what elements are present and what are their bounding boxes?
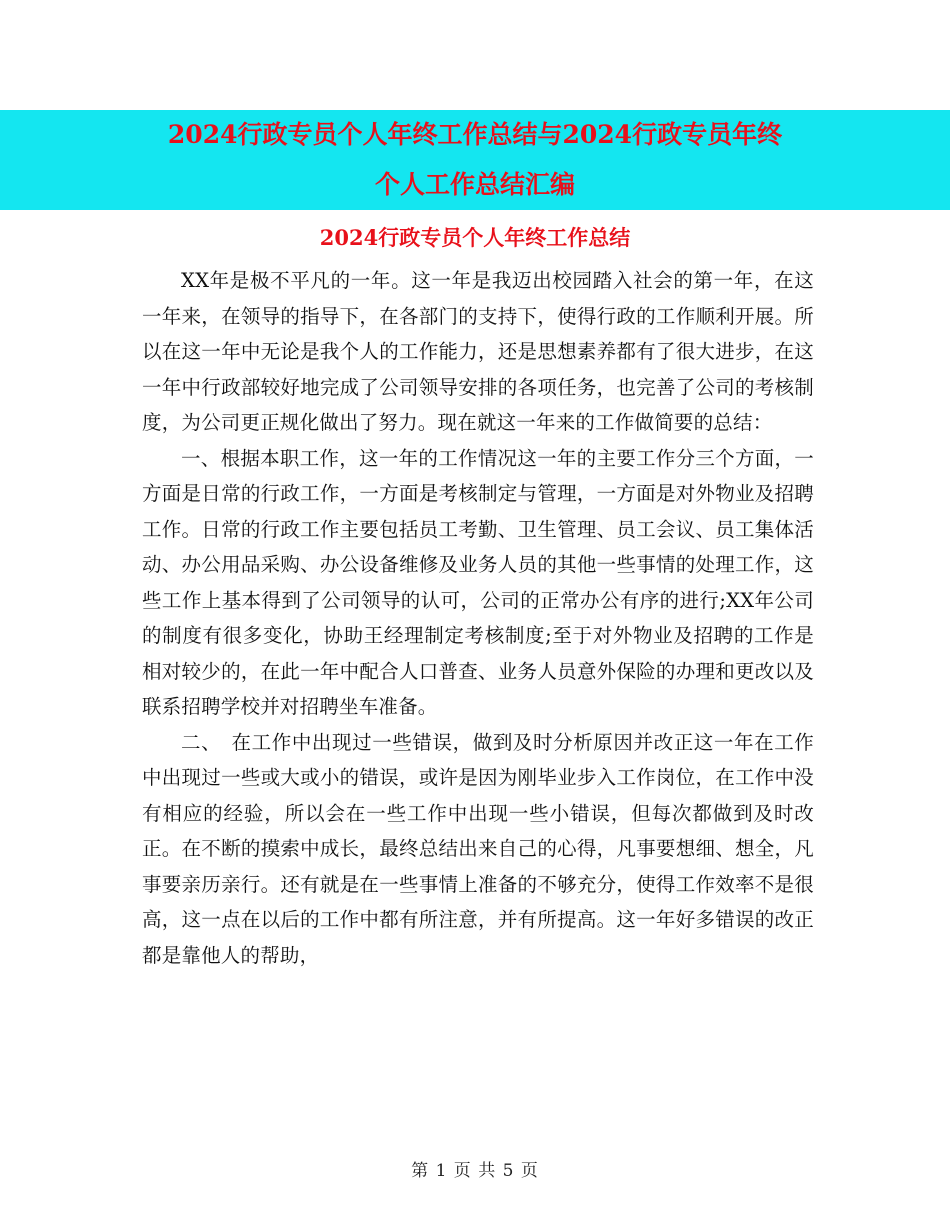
page-footer: 第 1 页 共 5 页 — [411, 1161, 539, 1181]
section-title: 2024行政专员个人年终工作总结 — [319, 225, 631, 250]
main-title-line-2: 个人工作总结汇编 — [374, 170, 575, 199]
paragraph-section-one: 一、根据本职工作，这一年的工作情况这一年的主要工作分三个方面，一方面是日常的行政工作，一方面是考核制定与管理，一方面是对外物业及招聘工作。日常的行政工作主要包括员工考勤、卫生管理、员工会议、员工集体活动、办公用品采购、办公设备维修及业务人员的其他一些事情的处理工作，这些工作上基本得到了公司领导的认可，公司的正常办公有序的进行;XX年公司的制度有很多变化，协助王经理制定考核制度;至于对外物业及招聘的工作是相对较少的，在此一年中配合人口普查、业务人员意外保险的办理和更改以及联系招聘学校并对招聘坐车准备。 — [142, 446, 814, 718]
main-title-line-1: 2024行政专员个人年终工作总结与2024行政专员年终 — [167, 120, 783, 149]
paragraph-section-two: 二、 在工作中出现过一些错误，做到及时分析原因并改正这一年在工作中出现过一些或大或小的错误，或许是因为刚毕业步入工作岗位，在工作中没有相应的经验，所以会在一些工作中出现一些小错误，但每次都做到及时改正。在不断的摸索中成长，最终总结出来自己的心得，凡事要想细、想全，凡事要亲历亲行。还有就是在一些事情上准备的不够充分，使得工作效率不是很高，这一点在以后的工作中都有所注意，并有所提高。这一年好多错误的改正都是靠他人的帮助， — [142, 730, 814, 967]
document-body — [142, 263, 814, 973]
document-main-title — [0, 110, 950, 210]
paragraph-intro: XX年是极不平凡的一年。这一年是我迈出校园踏入社会的第一年，在这一年来，在领导的指导下，在各部门的支持下，使得行政的工作顺利开展。所以在这一年中无论是我个人的工作能力，还是思想素养都有了很大进步，在这一年中行政部较好地完成了公司领导安排的各项任务，也完善了公司的考核制度，为公司更正规化做出了努力。现在就这一年来的工作做简要的总结： — [142, 269, 814, 434]
